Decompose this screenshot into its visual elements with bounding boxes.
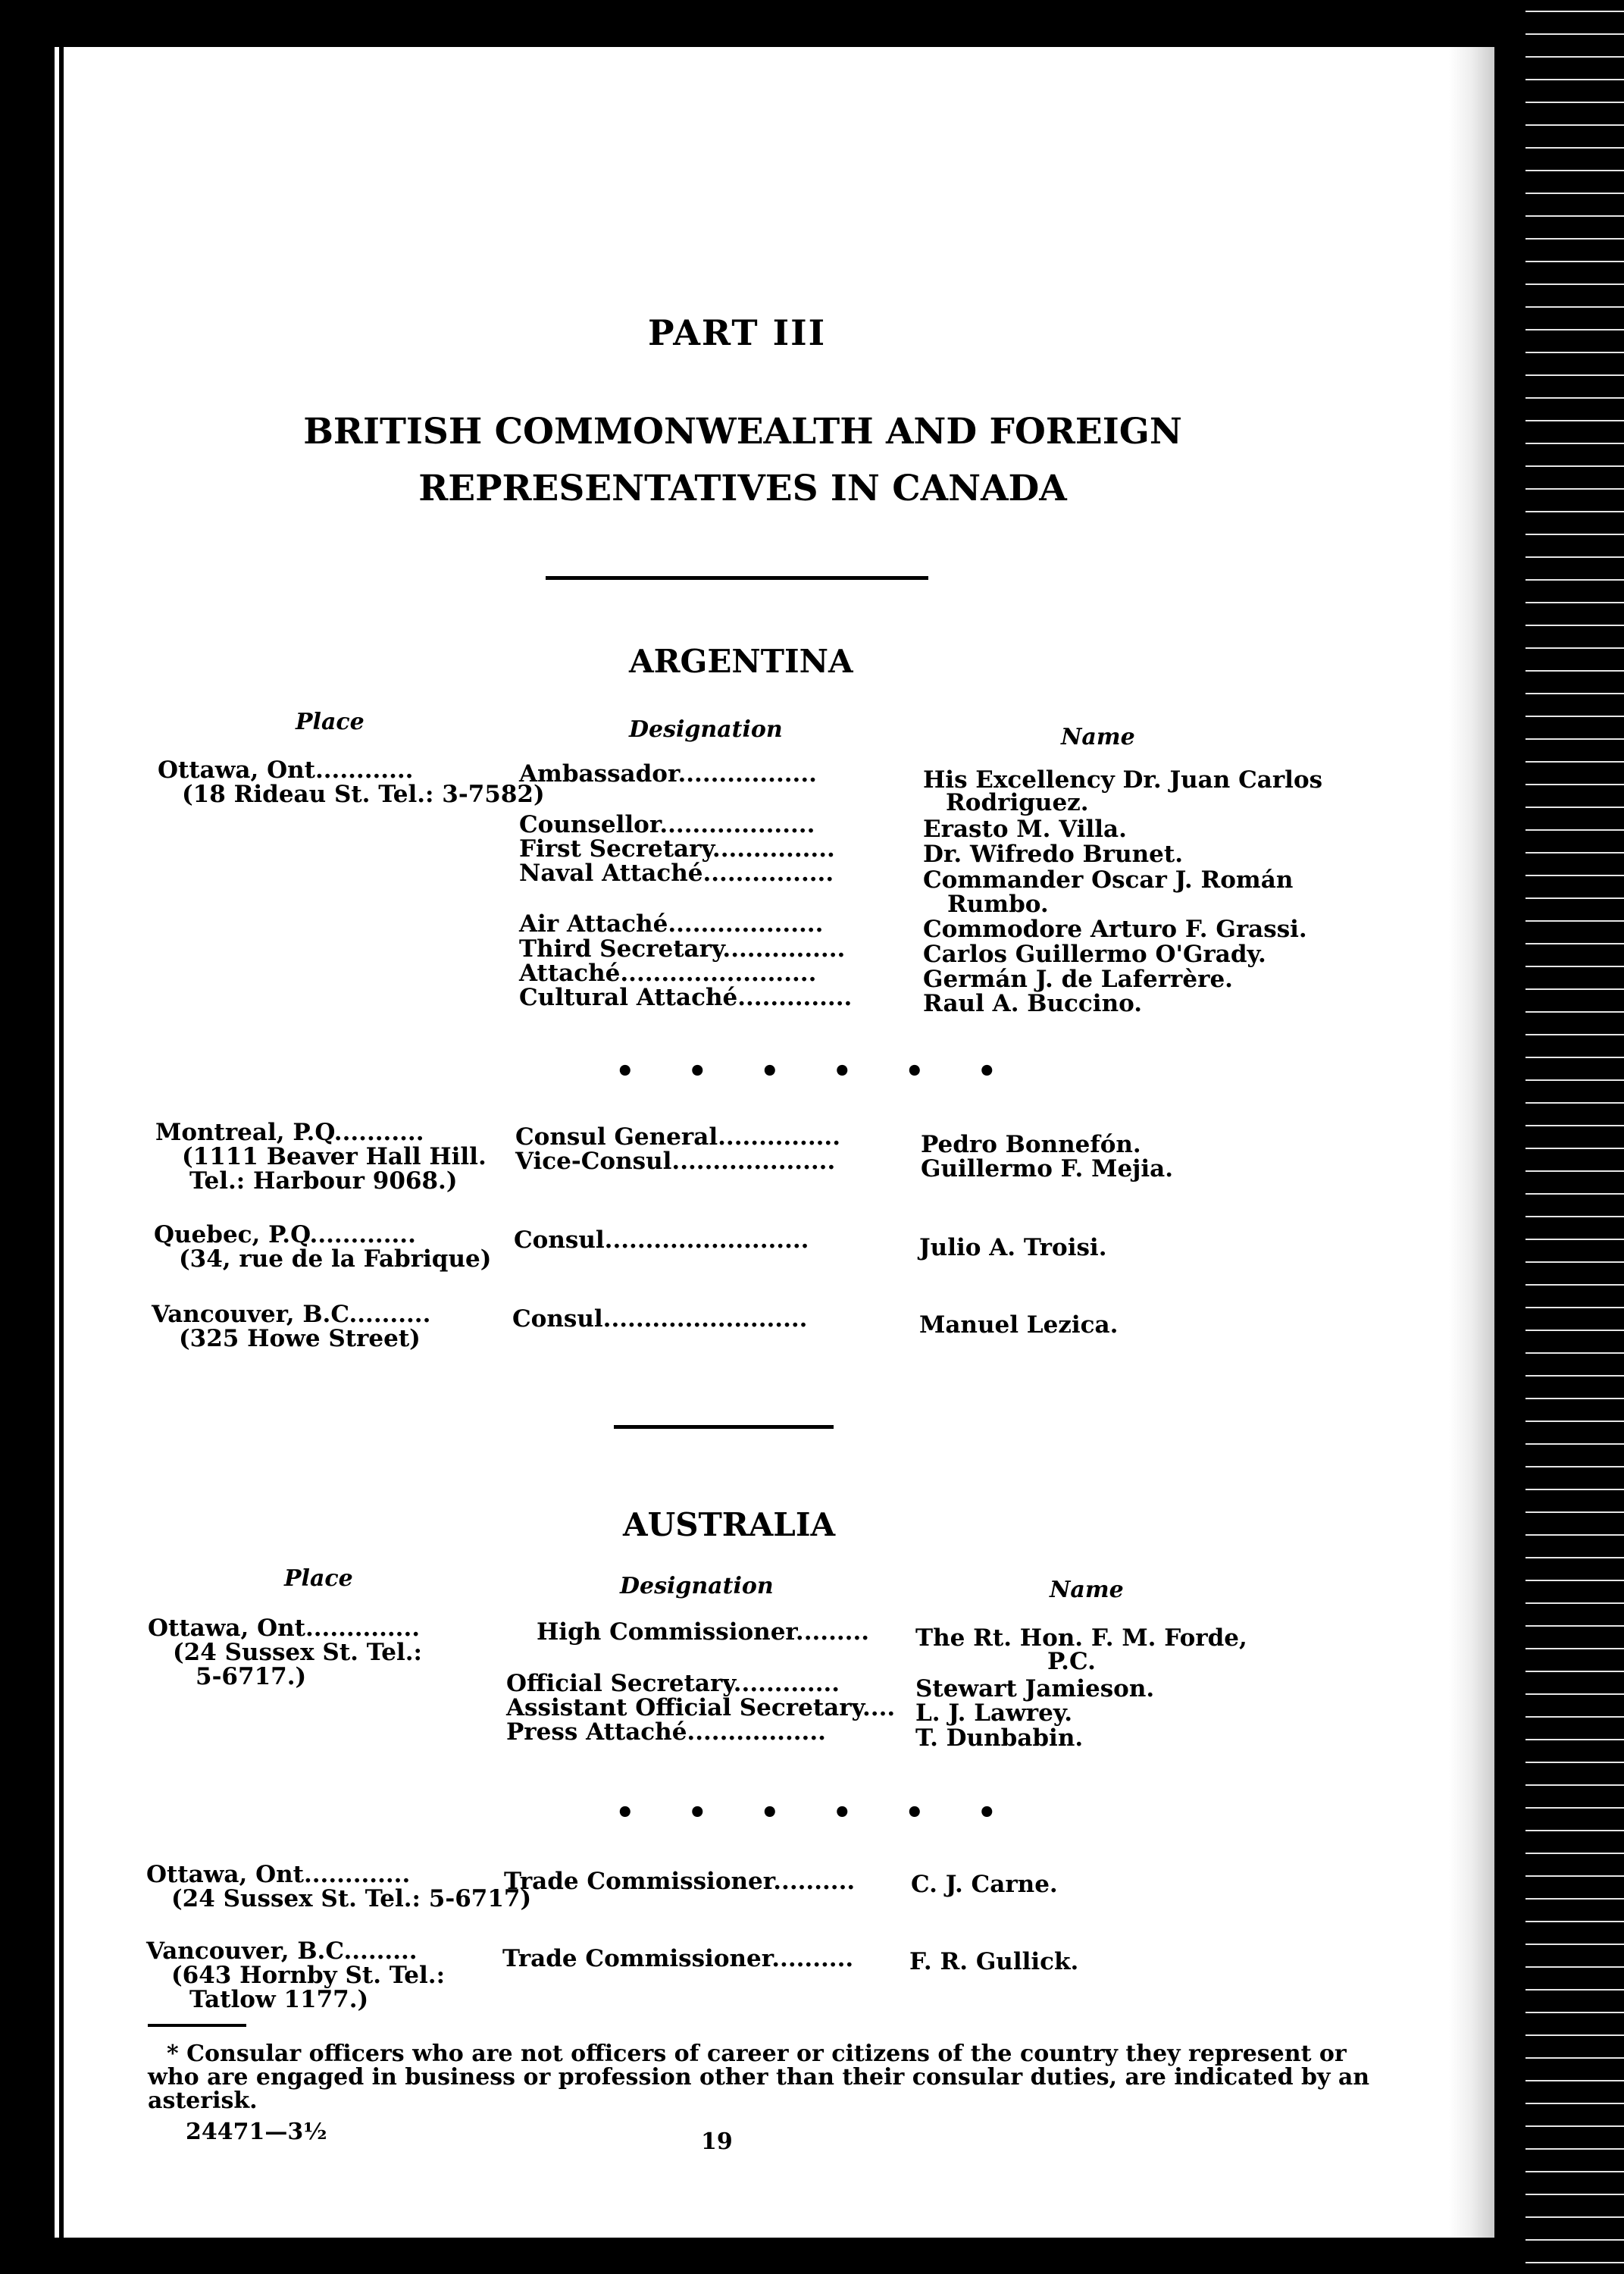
place-quebec-address: (34, rue de la Fabrique) xyxy=(179,1245,492,1273)
name-consul-general: Pedro Bonnefón. xyxy=(921,1131,1141,1158)
designation-consul-general: Consul General............... xyxy=(515,1123,840,1151)
spine-line xyxy=(59,47,64,2238)
col-head-name-2: Name xyxy=(1050,1577,1124,1603)
name-naval-attache: Commander Oscar J. Román xyxy=(923,866,1294,894)
name-third-secretary: Carlos Guillermo O'Grady. xyxy=(923,941,1266,968)
footnote-line-3: asterisk. xyxy=(148,2088,258,2114)
place-trade-ottawa: Ottawa, Ont............. xyxy=(146,1861,411,1888)
place-ottawa-address: (18 Rideau St. Tel.: 3-7582) xyxy=(182,781,545,808)
footnote-rule xyxy=(148,2024,246,2027)
designation-naval-attache: Naval Attaché................ xyxy=(519,860,834,887)
name-ambassador: His Excellency Dr. Juan Carlos xyxy=(923,766,1323,794)
section-rule xyxy=(614,1425,834,1429)
name-air-attache: Commodore Arturo F. Grassi. xyxy=(923,916,1307,943)
designation-quebec-consul: Consul......................... xyxy=(514,1226,809,1254)
col-head-name: Name xyxy=(1061,724,1135,750)
title-line-1: BRITISH COMMONWEALTH AND FOREIGN xyxy=(303,411,1182,453)
place-ottawa: Ottawa, Ont............ xyxy=(158,756,414,784)
name-ambassador-cont: Rodriguez. xyxy=(946,789,1089,816)
designation-vice-consul: Vice-Consul.................... xyxy=(515,1148,836,1175)
designation-trade-commissioner-vancouver: Trade Commissioner.......... xyxy=(502,1945,854,1972)
title-rule xyxy=(546,576,928,580)
section-separator: • • • • • • xyxy=(615,1054,1019,1089)
name-high-commissioner-cont: P.C. xyxy=(1047,1648,1096,1675)
place-vancouver-address: (325 Howe Street) xyxy=(179,1325,421,1352)
book-binding-edge xyxy=(1525,0,1624,2274)
name-quebec-consul: Julio A. Troisi. xyxy=(919,1234,1107,1261)
title-line-2: REPRESENTATIVES IN CANADA xyxy=(418,468,1067,509)
name-assistant-official-secretary: L. J. Lawrey. xyxy=(915,1699,1073,1727)
name-vancouver-consul: Manuel Lezica. xyxy=(919,1311,1119,1339)
place-montreal-address-2: Tel.: Harbour 9068.) xyxy=(189,1167,458,1195)
country-argentina: ARGENTINA xyxy=(629,643,853,680)
col-head-designation: Designation xyxy=(629,716,783,743)
designation-trade-commissioner-ottawa: Trade Commissioner.......... xyxy=(504,1868,856,1895)
col-head-place-2: Place xyxy=(284,1565,353,1592)
designation-press-attache: Press Attaché................. xyxy=(506,1718,826,1746)
name-first-secretary: Dr. Wifredo Brunet. xyxy=(923,841,1183,868)
place-trade-vancouver-address-1: (643 Hornby St. Tel.: xyxy=(171,1962,446,1989)
place-ottawa-au-address-2: 5-6717.) xyxy=(196,1663,307,1690)
name-attache: Germán J. de Laferrère. xyxy=(923,966,1233,993)
name-vice-consul: Guillermo F. Mejia. xyxy=(921,1155,1174,1182)
place-ottawa-au: Ottawa, Ont.............. xyxy=(148,1615,421,1642)
designation-third-secretary: Third Secretary............... xyxy=(519,935,846,963)
place-montreal-address-1: (1111 Beaver Hall Hill. xyxy=(182,1143,487,1170)
section-separator-2: • • • • • • xyxy=(615,1795,1019,1831)
place-trade-vancouver: Vancouver, B.C......... xyxy=(146,1937,418,1965)
page-number: 19 xyxy=(701,2128,733,2155)
designation-ambassador: Ambassador................. xyxy=(519,760,817,788)
designation-official-secretary: Official Secretary............. xyxy=(506,1670,840,1697)
name-press-attache: T. Dunbabin. xyxy=(915,1724,1084,1752)
designation-counsellor: Counsellor................... xyxy=(519,811,815,838)
designation-air-attache: Air Attaché................... xyxy=(519,910,824,938)
place-ottawa-au-address-1: (24 Sussex St. Tel.: xyxy=(173,1639,422,1666)
country-australia: AUSTRALIA xyxy=(623,1506,836,1543)
place-trade-vancouver-address-2: Tatlow 1177.) xyxy=(189,1986,369,2013)
name-high-commissioner: The Rt. Hon. F. M. Forde, xyxy=(915,1624,1247,1652)
designation-first-secretary: First Secretary............... xyxy=(519,835,835,863)
designation-vancouver-consul: Consul......................... xyxy=(512,1305,808,1333)
col-head-place: Place xyxy=(296,709,365,735)
name-trade-commissioner-vancouver: F. R. Gullick. xyxy=(909,1948,1079,1975)
designation-cultural-attache: Cultural Attaché.............. xyxy=(519,984,853,1011)
designation-assistant-official-secretary: Assistant Official Secretary.... xyxy=(506,1694,896,1721)
name-official-secretary: Stewart Jamieson. xyxy=(915,1675,1155,1702)
part-heading: PART III xyxy=(648,312,827,353)
col-head-designation-2: Designation xyxy=(620,1573,774,1599)
designation-attache: Attaché........................ xyxy=(519,960,817,987)
name-counsellor: Erasto M. Villa. xyxy=(923,816,1127,843)
name-naval-attache-cont: Rumbo. xyxy=(947,891,1049,918)
printer-signature: 24471—3½ xyxy=(186,2119,327,2145)
footnote-line-1: * Consular officers who are not officers of career or citizens of the country they represent or xyxy=(167,2041,1347,2067)
name-trade-commissioner-ottawa: C. J. Carne. xyxy=(911,1871,1058,1898)
place-trade-ottawa-address: (24 Sussex St. Tel.: 5-6717) xyxy=(171,1885,532,1912)
place-quebec: Quebec, P.Q............. xyxy=(154,1221,416,1248)
footnote-line-2: who are engaged in business or profession other than their consular duties, are indicated by an xyxy=(148,2064,1370,2091)
place-montreal: Montreal, P.Q........... xyxy=(155,1119,424,1146)
name-cultural-attache: Raul A. Buccino. xyxy=(923,990,1143,1017)
place-vancouver: Vancouver, B.C.......... xyxy=(152,1301,431,1328)
designation-high-commissioner: High Commissioner......... xyxy=(537,1618,870,1646)
